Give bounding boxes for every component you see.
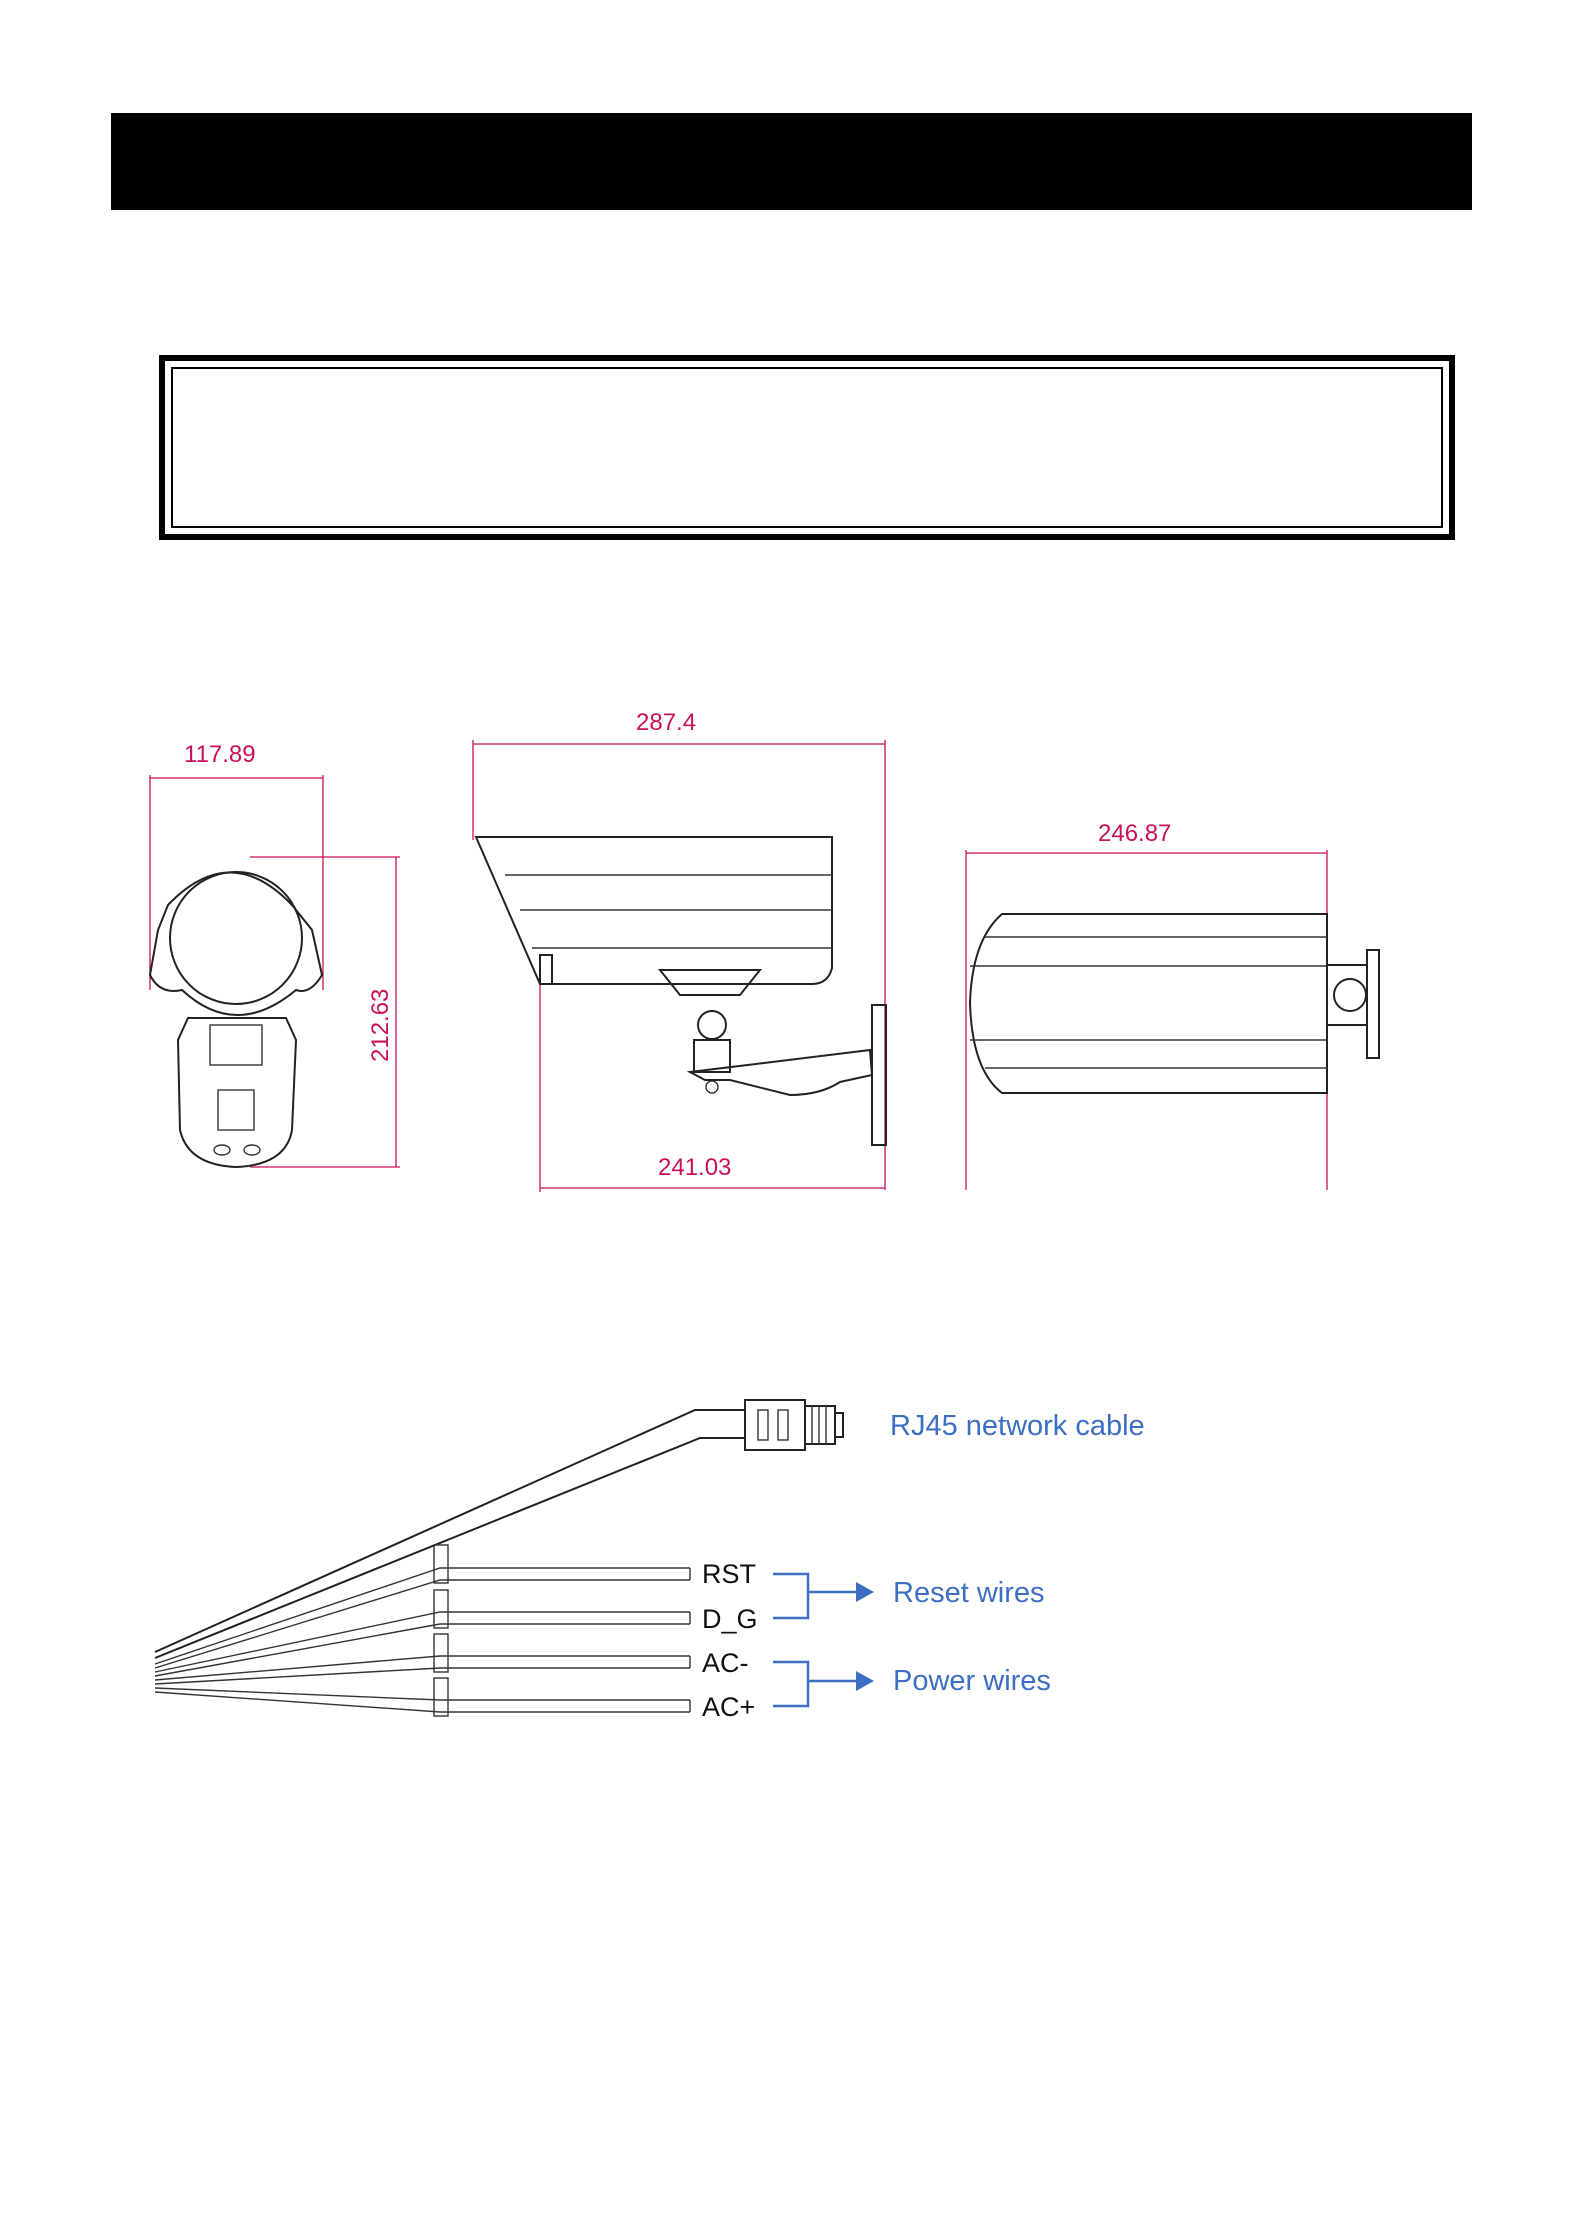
rj45-plug-tip — [835, 1413, 843, 1437]
front-sunshield — [150, 873, 322, 1016]
front-view — [150, 741, 400, 1167]
front-height-label: 212.63 — [367, 988, 394, 1062]
side-base-label: 241.03 — [658, 1154, 732, 1181]
power-group-label: Power wires — [893, 1665, 1051, 1697]
front-width-label: 117.89 — [184, 741, 256, 768]
rj45-plug-window-1 — [758, 1410, 768, 1440]
reset-arrow-head — [856, 1582, 874, 1602]
rj45-plug-contacts — [805, 1406, 835, 1444]
side-view — [473, 709, 886, 1192]
rj45-cable-line-b — [155, 1438, 745, 1658]
wire-label-dg: D_G — [702, 1604, 758, 1634]
side-wall-plate — [872, 1005, 886, 1145]
top-pivot-knob — [1334, 979, 1366, 1011]
acm-wire-tag — [434, 1634, 448, 1672]
side-pivot-knob — [698, 1011, 726, 1039]
rj45-plug-body — [745, 1400, 805, 1450]
acm-wire-line-b — [155, 1668, 690, 1684]
top-length-label: 246.87 — [1098, 820, 1172, 847]
rj45-plug-window-2 — [778, 1410, 788, 1440]
side-length-label: 287.4 — [636, 709, 697, 736]
front-screw-hole-right — [244, 1145, 260, 1155]
top-view — [966, 820, 1379, 1190]
cable-diagram — [155, 1400, 1145, 1722]
dg-wire-line-a — [155, 1612, 690, 1672]
wire-label-acp: AC+ — [702, 1692, 756, 1722]
rj45-cable-line-a — [155, 1410, 745, 1652]
side-arm-screw — [706, 1081, 718, 1093]
front-bracket-joint — [210, 1025, 262, 1065]
front-bracket-plate — [218, 1090, 254, 1130]
acp-wire-tag — [434, 1678, 448, 1716]
top-wall-plate — [1367, 950, 1379, 1058]
wire-label-rst: RST — [702, 1559, 756, 1589]
rst-wire-tag — [434, 1545, 448, 1583]
power-bracket — [773, 1662, 808, 1706]
top-housing — [970, 914, 1327, 1093]
front-screw-hole-left — [214, 1145, 230, 1155]
front-bracket-base — [178, 1018, 296, 1167]
power-arrow-head — [856, 1671, 874, 1691]
side-mount-cup — [660, 970, 760, 995]
wire-label-acm: AC- — [702, 1648, 749, 1678]
reset-bracket — [773, 1574, 808, 1618]
dg-wire-tag — [434, 1590, 448, 1628]
acp-wire-line-b — [155, 1692, 690, 1712]
rj45-label: RJ45 network cable — [890, 1410, 1145, 1442]
front-lens-ring — [170, 872, 302, 1004]
side-front-lip — [540, 955, 552, 984]
reset-group-label: Reset wires — [893, 1577, 1045, 1609]
